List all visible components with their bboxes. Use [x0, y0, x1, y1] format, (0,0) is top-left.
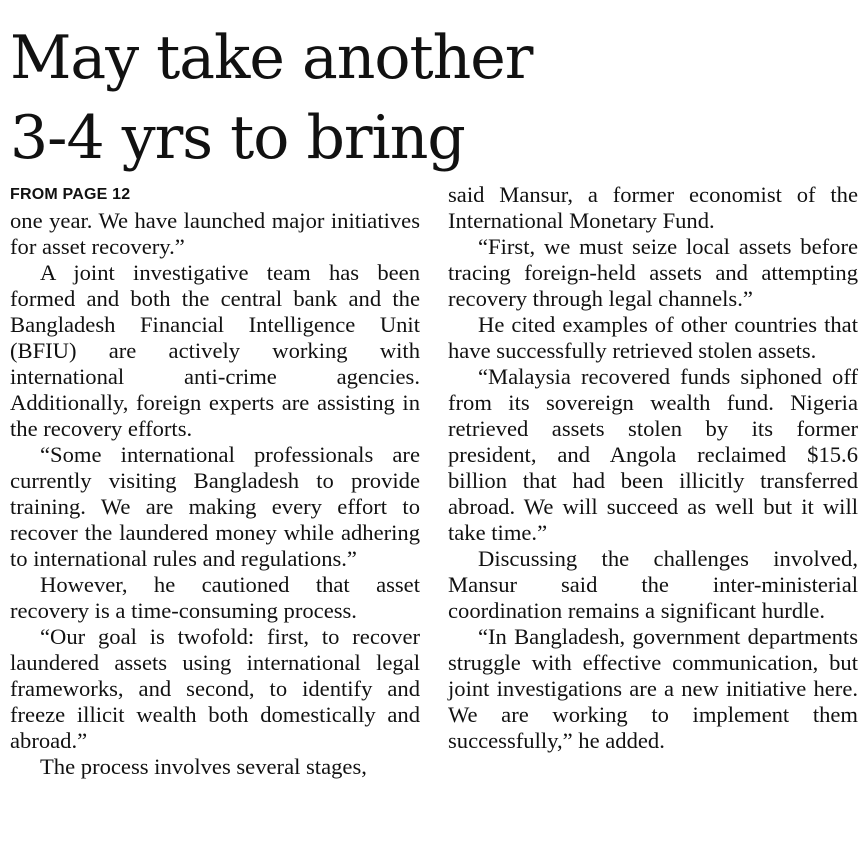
continuation-kicker: FROM PAGE 12 — [10, 186, 131, 203]
paragraph: “Some international professionals are currently visiting Bangladesh to provide training. We are making every effort to recover the laundered money while adhering to international rules and regulations.” — [10, 442, 420, 571]
paragraph: A joint investigative team has been formed and both the central bank and the Bangladesh Financial Intelligence Unit (BFIU) are actively working with international anti-crime agencies. Additionally, foreign experts are assisting in the recovery efforts. — [10, 260, 420, 441]
paragraph: “First, we must seize local assets before tracing foreign-held assets and attempting recovery through legal channels.” — [448, 234, 858, 311]
article-column-right — [448, 182, 858, 754]
paragraph: said Mansur, a former economist of the International Monetary Fund. — [448, 182, 858, 233]
article-column-left — [10, 208, 420, 780]
paragraph: “In Bangladesh, government departments struggle with effective communication, but joint investigations are a new initiative here. We are working to implement them successfully,” he added. — [448, 624, 858, 753]
headline — [10, 18, 860, 178]
paragraph: However, he cautioned that asset recovery is a time-consuming process. — [10, 572, 420, 623]
paragraph: The process involves several stages, — [40, 754, 367, 779]
headline-line-2: 3-4 yrs to bring — [10, 103, 465, 173]
paragraph: one year. We have launched major initiatives for asset recovery.” — [10, 208, 420, 259]
paragraph: Discussing the challenges involved, Mansur said the inter-ministerial coordination remains a significant hurdle. — [448, 546, 858, 623]
paragraph: “Malaysia recovered funds siphoned off from its sovereign wealth fund. Nigeria retrieved assets stolen by its former president, and Angola reclaimed $15.6 billion that had been illicitly transferred abroad. We will succeed as well but it will take time.” — [448, 364, 858, 545]
paragraph: “Our goal is twofold: first, to recover laundered assets using international legal frameworks, and second, to identify and freeze illicit wealth both domestically and abroad.” — [10, 624, 420, 753]
paragraph: He cited examples of other countries that have successfully retrieved stolen assets. — [448, 312, 858, 363]
headline-line-1: May take another — [10, 23, 533, 93]
